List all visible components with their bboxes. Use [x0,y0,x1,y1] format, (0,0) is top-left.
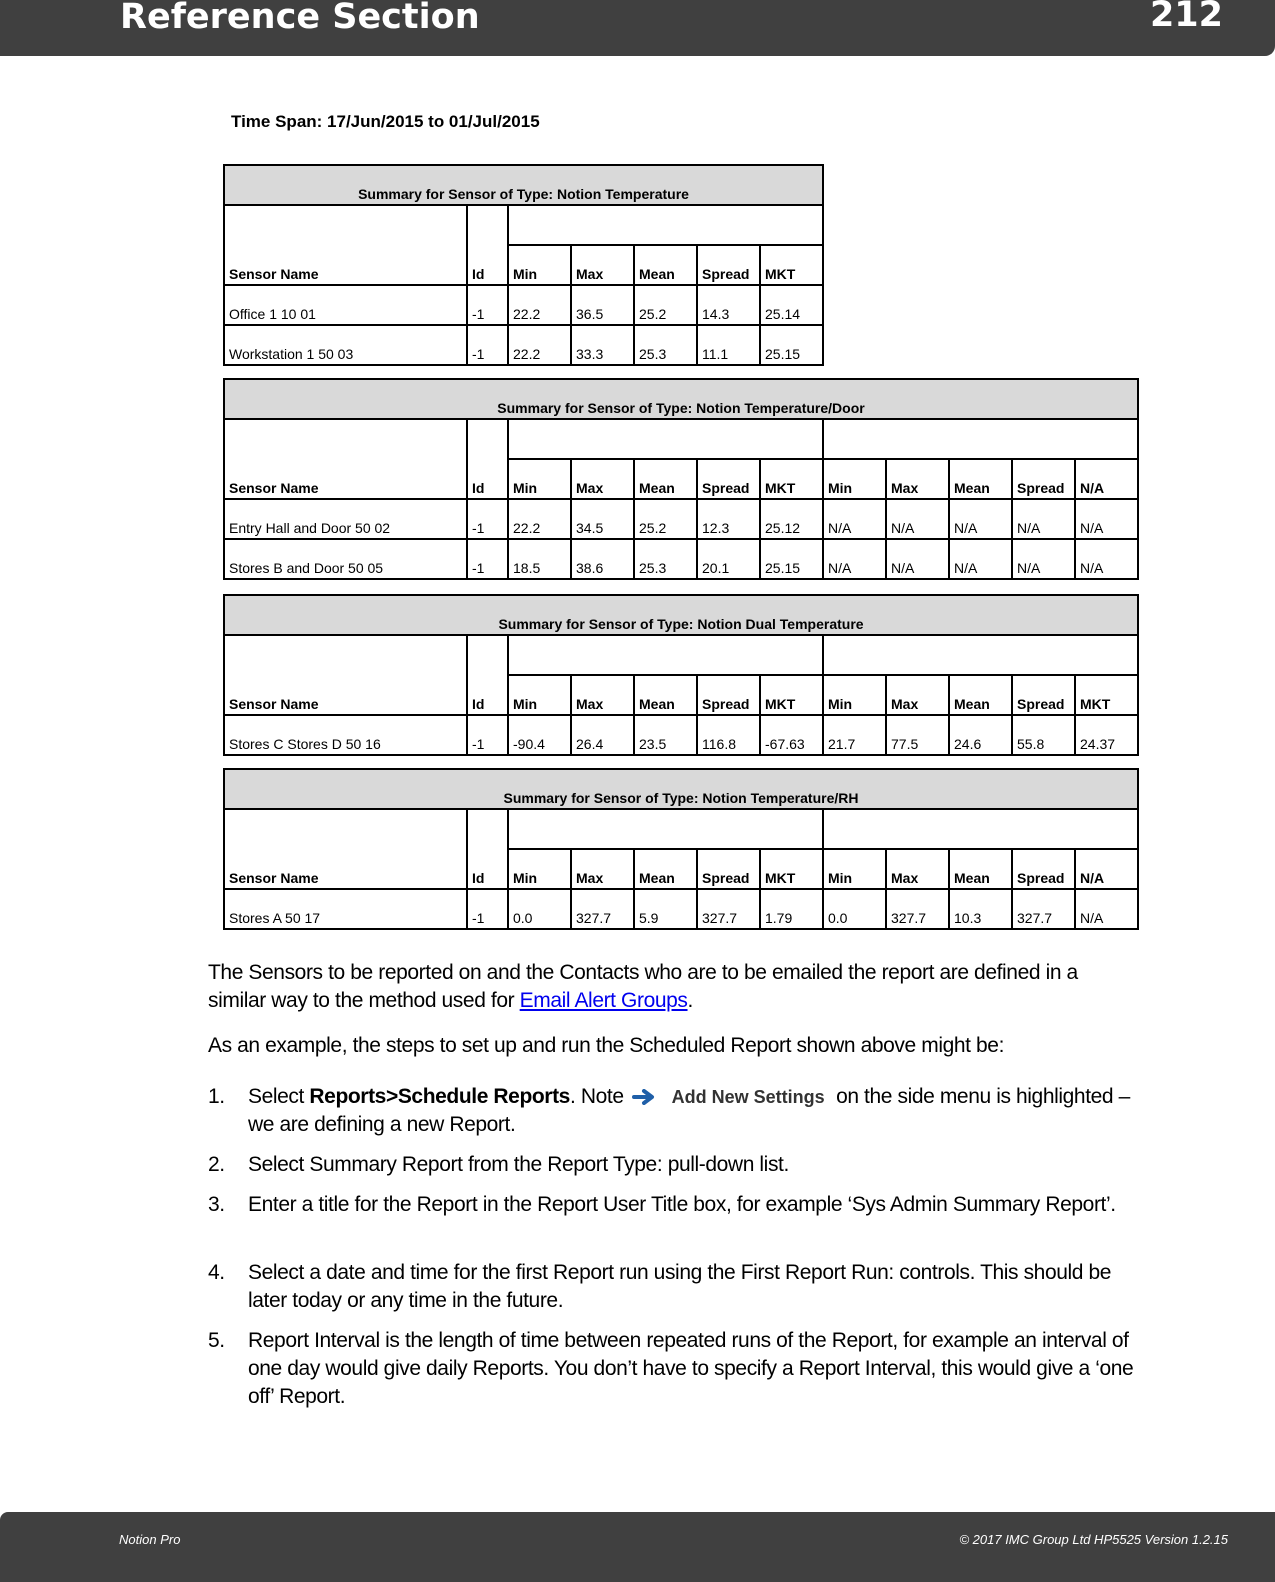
col-stat: Spread [697,849,760,889]
cell-name: Office 1 10 01 [224,285,467,325]
table-title: Summary for Sensor of Type: Notion Temperature/Door [224,379,1138,419]
cell-value: -90.4 [508,715,571,755]
col-stat: Spread [697,675,760,715]
summary-table-temperature-rh [223,768,1139,930]
cell-value: 24.6 [949,715,1012,755]
cell-value: 14.3 [697,285,760,325]
col-stat: Mean [949,675,1012,715]
col-stat: N/A [1075,459,1138,499]
step-number: 3. [208,1193,225,1216]
group-header-blank [823,635,1138,675]
cell-id: -1 [467,325,508,365]
cell-value: 327.7 [571,889,634,929]
intro-paragraph [208,959,1138,1015]
cell-value: 23.5 [634,715,697,755]
cell-value: 327.7 [1012,889,1075,929]
col-sensor-name: Sensor Name [224,419,467,499]
step-text: Select a date and time for the first Report run using the First Report Run: controls. This should be later today or any time in the future. [248,1261,1112,1312]
col-stat: Max [886,459,949,499]
step-number: 2. [208,1153,225,1176]
step-text [248,1083,1138,1139]
col-sensor-name: Sensor Name [224,809,467,889]
col-stat: Max [571,459,634,499]
col-stat: Min [508,245,571,285]
group-header-blank [508,635,823,675]
table-row [224,539,1138,579]
cell-value: 22.2 [508,285,571,325]
step-number: 1. [208,1085,225,1108]
step-text-pre: Select [248,1085,310,1108]
col-stat: Mean [634,459,697,499]
col-stat: N/A [1075,849,1138,889]
cell-name: Stores A 50 17 [224,889,467,929]
cell-value: 25.14 [760,285,823,325]
cell-value: 1.79 [760,889,823,929]
arrow-right-icon [632,1089,658,1105]
cell-value: N/A [1075,539,1138,579]
col-stat: Mean [634,675,697,715]
col-stat: Mean [634,849,697,889]
cell-value: 5.9 [634,889,697,929]
col-stat: Spread [1012,849,1075,889]
cell-value: 18.5 [508,539,571,579]
step-text-mid: . Note [569,1085,624,1108]
col-stat: Mean [634,245,697,285]
summary-table-temperature [223,164,824,366]
cell-value: N/A [886,539,949,579]
table-title: Summary for Sensor of Type: Notion Temperature/RH [224,769,1138,809]
cell-id: -1 [467,715,508,755]
cell-name: Workstation 1 50 03 [224,325,467,365]
cell-id: -1 [467,539,508,579]
cell-value: 116.8 [697,715,760,755]
cell-value: 24.37 [1075,715,1138,755]
cell-value: 25.3 [634,539,697,579]
col-stat: Min [823,459,886,499]
menu-path: Reports>Schedule Reports [309,1085,570,1108]
email-alert-groups-link[interactable]: Email Alert Groups [519,989,688,1012]
cell-name: Entry Hall and Door 50 02 [224,499,467,539]
col-id: Id [467,635,508,715]
table-row [224,499,1138,539]
col-stat: Mean [949,849,1012,889]
col-stat: Min [823,849,886,889]
cell-value: 36.5 [571,285,634,325]
col-stat: Spread [1012,675,1075,715]
group-header-blank [508,809,823,849]
footer-copyright: © 2017 IMC Group Ltd HP5525 Version 1.2.15 [959,1532,1228,1547]
col-stat: Min [508,675,571,715]
page-footer-bar [0,1512,1275,1582]
col-stat: Mean [949,459,1012,499]
col-stat: MKT [760,245,823,285]
table-row [224,325,823,365]
cell-value: -67.63 [760,715,823,755]
step-text-post: on the side menu is highlighted – we are defining a new Report. [248,1085,1130,1136]
intro-text: The Sensors to be reported on and the Contacts who are to be emailed the report are defined in a similar way to the method used for [208,961,1078,1012]
col-stat: Spread [697,245,760,285]
cell-id: -1 [467,499,508,539]
col-stat: Max [886,675,949,715]
group-header-blank [823,419,1138,459]
cell-value: N/A [949,539,1012,579]
col-sensor-name: Sensor Name [224,205,467,285]
col-stat: Spread [1012,459,1075,499]
col-stat: Spread [697,459,760,499]
table-title: Summary for Sensor of Type: Notion Dual Temperature [224,595,1138,635]
cell-value: N/A [1075,499,1138,539]
cell-value: 25.12 [760,499,823,539]
summary-table-temperature-door [223,378,1139,580]
cell-value: N/A [886,499,949,539]
cell-name: Stores C Stores D 50 16 [224,715,467,755]
col-stat: MKT [760,459,823,499]
cell-value: N/A [949,499,1012,539]
col-id: Id [467,419,508,499]
add-new-settings-button-image [632,1083,825,1111]
cell-value: N/A [1012,539,1075,579]
cell-value: N/A [1012,499,1075,539]
cell-value: 77.5 [886,715,949,755]
cell-value: 12.3 [697,499,760,539]
cell-value: 10.3 [949,889,1012,929]
step-number: 5. [208,1329,225,1352]
cell-value: 25.15 [760,539,823,579]
col-stat: Max [886,849,949,889]
col-stat: Max [571,675,634,715]
step-text: Enter a title for the Report in the Report User Title box, for example ‘Sys Admin Summary Report’. [248,1193,1116,1216]
col-id: Id [467,205,508,285]
add-new-settings-label: Add New Settings [671,1087,825,1107]
cell-value: 20.1 [697,539,760,579]
col-stat: MKT [760,675,823,715]
cell-value: 327.7 [697,889,760,929]
step-number: 4. [208,1261,225,1284]
cell-value: 25.3 [634,325,697,365]
col-stat: Min [823,675,886,715]
page-header-bar [0,0,1275,56]
time-span-label: Time Span: 17/Jun/2015 to 01/Jul/2015 [231,112,540,131]
cell-value: N/A [1075,889,1138,929]
table-title: Summary for Sensor of Type: Notion Temperature [224,165,823,205]
col-stat: Min [508,459,571,499]
cell-value: 22.2 [508,499,571,539]
col-sensor-name: Sensor Name [224,635,467,715]
table-row [224,285,823,325]
cell-value: 0.0 [508,889,571,929]
cell-value: 22.2 [508,325,571,365]
intro-text-end: . [687,989,693,1012]
cell-value: 21.7 [823,715,886,755]
group-header-blank [823,809,1138,849]
table-row [224,889,1138,929]
col-stat: Max [571,245,634,285]
col-stat: Min [508,849,571,889]
example-paragraph: As an example, the steps to set up and run the Scheduled Report shown above might be: [208,1034,1005,1057]
cell-id: -1 [467,285,508,325]
table-row [224,715,1138,755]
col-id: Id [467,809,508,889]
cell-value: N/A [823,539,886,579]
section-title: Reference Section [120,0,480,37]
col-stat: Max [571,849,634,889]
cell-value: 26.4 [571,715,634,755]
step-text: Select Summary Report from the Report Type: pull-down list. [248,1153,789,1176]
cell-value: 11.1 [697,325,760,365]
page-number: 212 [1149,0,1223,35]
cell-value: 34.5 [571,499,634,539]
col-stat: MKT [1075,675,1138,715]
cell-name: Stores B and Door 50 05 [224,539,467,579]
col-stat: MKT [760,849,823,889]
cell-value: 0.0 [823,889,886,929]
cell-value: 38.6 [571,539,634,579]
cell-value: N/A [823,499,886,539]
cell-value: 25.2 [634,285,697,325]
footer-product: Notion Pro [119,1532,181,1547]
step-text: Report Interval is the length of time between repeated runs of the Report, for example an interval of one day would give daily Reports. You don’t have to specify a Report Interval, this would give a ‘one off’ Report. [248,1329,1134,1408]
cell-value: 327.7 [886,889,949,929]
cell-value: 33.3 [571,325,634,365]
summary-table-dual-temperature [223,594,1139,756]
cell-value: 25.2 [634,499,697,539]
group-header-blank [508,205,823,245]
cell-value: 55.8 [1012,715,1075,755]
cell-id: -1 [467,889,508,929]
group-header-blank [508,419,823,459]
cell-value: 25.15 [760,325,823,365]
